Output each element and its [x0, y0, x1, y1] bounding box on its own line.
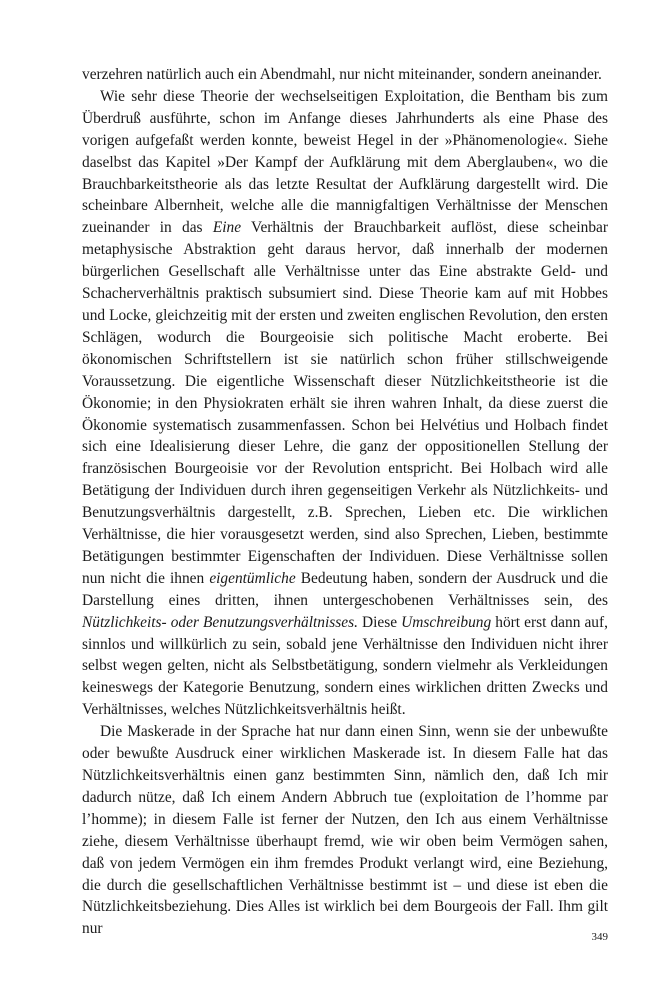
text-run: Bedeutung haben, sondern der Ausdruck und die Darstellung eines dritten, ihnen untergeschobenen Verhältnisses sein, des: [82, 569, 609, 609]
body-text: [82, 64, 608, 940]
text-run: Wie sehr diese Theorie der wechselseitigen Exploitation, die Bentham bis zum Überdruß ausführte, schon im Anfange dieses Jahrhunderts als eine Phase des vorigen aufgefaßt werden konnte, beweist Hegel in der »Phänomenologie«. Siehe daselbst das Kapitel »Der Kampf der Aufklärung mit dem Aberglauben«, wo die Brauchbarkeitstheorie als das letzte Resultat der Aufklärung dargestellt wird. Die scheinbare Albernheit, welche alle die mannigfaltigen Verhältnisse der Menschen zueinander in das: [82, 87, 608, 237]
emphasis-text: eigentümliche: [209, 569, 296, 587]
emphasis-text: Nützlichkeits- oder Benutzungsverhältnisses.: [82, 613, 358, 631]
text-run: Diese: [357, 613, 402, 631]
paragraph-3: [82, 721, 608, 940]
paragraph-1: [82, 64, 608, 86]
paragraph-2: [82, 86, 608, 721]
text-run: verzehren natürlich auch ein Abendmahl, nur nicht miteinander, sondern aneinander.: [82, 66, 602, 83]
text-run: Verhältnis der Brauchbarkeit auflöst, diese scheinbar metaphysische Abstraktion geht daraus hervor, daß innerhalb der modernen bürgerlichen Gesellschaft alle Verhältnisse unter das Eine abstrakte Geld- und Schacherverhältnis praktisch subsumiert sind. Diese Theorie kam auf mit Hobbes und Locke, gleichzeitig mit der ersten und zweiten englischen Revolution, den ersten Schlägen, wodurch die Bourgeoisie sich politische Macht eroberte. Bei ökonomischen Schriftstellern ist sie natürlich schon früher stillschweigende Voraussetzung. Die eigentliche Wissenschaft dieser Nützlichkeitstheorie ist die Ökonomie; in den Physiokraten erhält sie ihren wahren Inhalt, da diese zuerst die Ökonomie systematisch zusammenfassen. Schon bei Helvétius und Holbach findet sich eine Idealisierung dieser Lehre, die ganz der oppositionellen Stellung der französischen Bourgeoisie vor der Revolution entspricht. Bei Holbach wird alle Betätigung der Individuen durch ihren gegenseitigen Verkehr als Nützlichkeits- und Benutzungsverhältnis dargestellt, z.B. Sprechen, Lieben etc. Die wirklichen Verhältnisse, die hier vorausgesetzt werden, sind also Sprechen, Lieben, bestimmte Betätigungen bestimmter Eigenschaften der Individuen. Diese Verhältnisse sollen nun nicht die ihnen: [82, 219, 608, 587]
emphasis-text: Eine: [212, 219, 242, 237]
text-run: Die Maskerade in der Sprache hat nur dann einen Sinn, wenn sie der unbewußte oder bewußte Ausdruck einer wirklichen Maskerade ist. In diesem Falle hat das Nützlichkeitsverhältnis einen ganz bestimmten Sinn, nämlich den, daß Ich mir dadurch nütze, daß Ich einem Andern Abbruch tue (exploitation de l’homme par l’homme); in diesem Falle ist ferner der Nutzen, den Ich aus einem Verhältnisse ziehe, diesem Verhältnisse überhaupt fremd, wie wir oben beim Vermögen sahen, daß von jedem Vermögen ein ihm fremdes Produkt verlangt wird, eine Beziehung, die durch die gesellschaftlichen Verhältnisse bestimmt ist – und diese ist eben die Nützlichkeitsbeziehung. Dies Alles ist wirklich bei dem Bourgeois der Fall. Ihm gilt nur: [82, 723, 608, 938]
page-number: 349: [591, 931, 608, 943]
text-run: hört erst dann auf, sinnlos und willkürlich zu sein, sobald jene Verhältnisse den Individuen nicht ihrer selbst wegen gelten, nicht als Selbstbetätigung, sondern vielmehr als Verkleidungen keineswegs der Kategorie Benutzung, sondern eines wirklichen dritten Zwecks und Verhältnisses, welches Nützlichkeitsverhältnis heißt.: [82, 613, 608, 719]
emphasis-text: Umschreibung: [401, 613, 492, 631]
